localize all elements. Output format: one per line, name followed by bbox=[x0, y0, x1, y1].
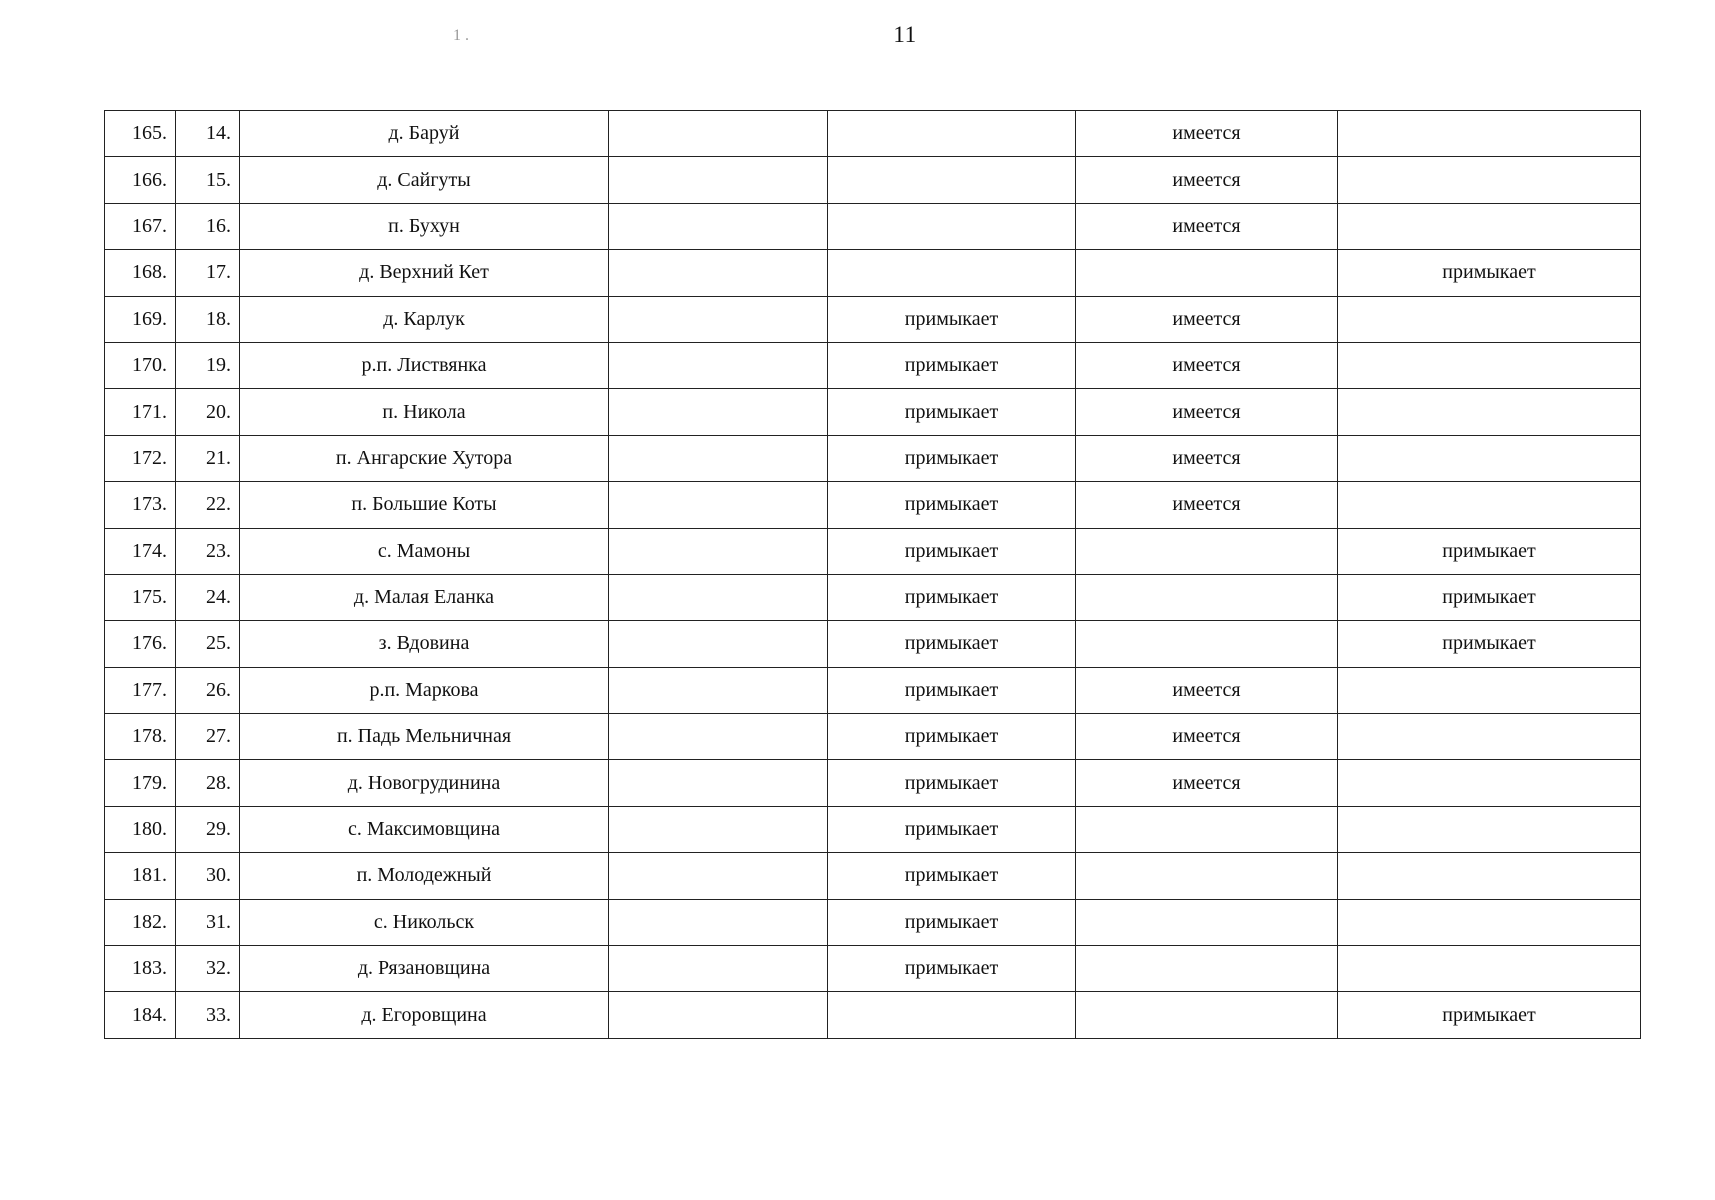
column-b-cell: примыкает bbox=[828, 574, 1076, 620]
column-a-cell bbox=[609, 806, 828, 852]
table-row bbox=[105, 203, 1641, 249]
column-c-cell: имеется bbox=[1076, 157, 1338, 203]
scan-artifact: 1 . bbox=[453, 27, 469, 44]
table-row bbox=[105, 667, 1641, 713]
column-d-cell: примыкает bbox=[1338, 250, 1641, 296]
row-local-number: 18. bbox=[176, 296, 240, 342]
column-a-cell bbox=[609, 667, 828, 713]
row-global-number: 173. bbox=[105, 482, 176, 528]
row-local-number: 30. bbox=[176, 853, 240, 899]
settlement-name: д. Рязановщина bbox=[240, 946, 609, 992]
row-local-number: 23. bbox=[176, 528, 240, 574]
column-b-cell: примыкает bbox=[828, 482, 1076, 528]
row-local-number: 19. bbox=[176, 342, 240, 388]
column-b-cell bbox=[828, 111, 1076, 157]
column-a-cell bbox=[609, 389, 828, 435]
column-c-cell: имеется bbox=[1076, 342, 1338, 388]
row-local-number: 27. bbox=[176, 714, 240, 760]
column-c-cell: имеется bbox=[1076, 203, 1338, 249]
row-global-number: 175. bbox=[105, 574, 176, 620]
row-global-number: 168. bbox=[105, 250, 176, 296]
column-d-cell: примыкает bbox=[1338, 621, 1641, 667]
column-c-cell bbox=[1076, 992, 1338, 1038]
column-d-cell: примыкает bbox=[1338, 992, 1641, 1038]
column-c-cell bbox=[1076, 946, 1338, 992]
column-b-cell bbox=[828, 250, 1076, 296]
row-global-number: 181. bbox=[105, 853, 176, 899]
column-d-cell bbox=[1338, 157, 1641, 203]
column-d-cell bbox=[1338, 899, 1641, 945]
table-row bbox=[105, 714, 1641, 760]
table-row bbox=[105, 528, 1641, 574]
column-d-cell bbox=[1338, 946, 1641, 992]
row-global-number: 179. bbox=[105, 760, 176, 806]
row-local-number: 15. bbox=[176, 157, 240, 203]
column-d-cell bbox=[1338, 435, 1641, 481]
row-local-number: 21. bbox=[176, 435, 240, 481]
settlement-name: п. Бухун bbox=[240, 203, 609, 249]
table-row bbox=[105, 296, 1641, 342]
settlement-name: р.п. Листвянка bbox=[240, 342, 609, 388]
column-d-cell: примыкает bbox=[1338, 528, 1641, 574]
column-d-cell bbox=[1338, 203, 1641, 249]
column-d-cell bbox=[1338, 760, 1641, 806]
settlement-name: д. Карлук bbox=[240, 296, 609, 342]
column-a-cell bbox=[609, 760, 828, 806]
settlement-name: п. Большие Коты bbox=[240, 482, 609, 528]
column-b-cell: примыкает bbox=[828, 714, 1076, 760]
column-c-cell: имеется bbox=[1076, 714, 1338, 760]
column-c-cell bbox=[1076, 806, 1338, 852]
table-row bbox=[105, 760, 1641, 806]
column-b-cell: примыкает bbox=[828, 899, 1076, 945]
column-d-cell bbox=[1338, 111, 1641, 157]
column-a-cell bbox=[609, 621, 828, 667]
column-b-cell: примыкает bbox=[828, 528, 1076, 574]
table-row bbox=[105, 992, 1641, 1038]
table-row bbox=[105, 389, 1641, 435]
row-global-number: 165. bbox=[105, 111, 176, 157]
row-local-number: 14. bbox=[176, 111, 240, 157]
settlements-table bbox=[104, 110, 1641, 1039]
row-local-number: 20. bbox=[176, 389, 240, 435]
column-b-cell: примыкает bbox=[828, 667, 1076, 713]
column-b-cell: примыкает bbox=[828, 296, 1076, 342]
settlement-name: с. Максимовщина bbox=[240, 806, 609, 852]
row-local-number: 26. bbox=[176, 667, 240, 713]
settlement-name: д. Егоровщина bbox=[240, 992, 609, 1038]
row-global-number: 169. bbox=[105, 296, 176, 342]
settlement-name: д. Сайгуты bbox=[240, 157, 609, 203]
table-row bbox=[105, 157, 1641, 203]
row-local-number: 28. bbox=[176, 760, 240, 806]
row-local-number: 22. bbox=[176, 482, 240, 528]
row-global-number: 174. bbox=[105, 528, 176, 574]
column-a-cell bbox=[609, 482, 828, 528]
table-row bbox=[105, 111, 1641, 157]
row-local-number: 16. bbox=[176, 203, 240, 249]
table-row bbox=[105, 946, 1641, 992]
column-c-cell: имеется bbox=[1076, 667, 1338, 713]
column-a-cell bbox=[609, 899, 828, 945]
row-local-number: 32. bbox=[176, 946, 240, 992]
column-d-cell bbox=[1338, 296, 1641, 342]
column-b-cell: примыкает bbox=[828, 806, 1076, 852]
row-global-number: 176. bbox=[105, 621, 176, 667]
row-local-number: 31. bbox=[176, 899, 240, 945]
column-d-cell bbox=[1338, 342, 1641, 388]
column-a-cell bbox=[609, 435, 828, 481]
column-a-cell bbox=[609, 574, 828, 620]
column-b-cell: примыкает bbox=[828, 760, 1076, 806]
row-global-number: 180. bbox=[105, 806, 176, 852]
column-a-cell bbox=[609, 342, 828, 388]
column-b-cell bbox=[828, 157, 1076, 203]
settlement-name: с. Мамоны bbox=[240, 528, 609, 574]
column-d-cell bbox=[1338, 714, 1641, 760]
column-b-cell bbox=[828, 992, 1076, 1038]
row-global-number: 177. bbox=[105, 667, 176, 713]
table-row bbox=[105, 899, 1641, 945]
row-global-number: 167. bbox=[105, 203, 176, 249]
row-global-number: 170. bbox=[105, 342, 176, 388]
column-c-cell bbox=[1076, 574, 1338, 620]
settlement-name: д. Малая Еланка bbox=[240, 574, 609, 620]
column-b-cell: примыкает bbox=[828, 621, 1076, 667]
row-local-number: 33. bbox=[176, 992, 240, 1038]
column-b-cell: примыкает bbox=[828, 435, 1076, 481]
column-c-cell: имеется bbox=[1076, 111, 1338, 157]
settlement-name: з. Вдовина bbox=[240, 621, 609, 667]
column-d-cell: примыкает bbox=[1338, 574, 1641, 620]
column-a-cell bbox=[609, 992, 828, 1038]
settlement-name: д. Баруй bbox=[240, 111, 609, 157]
column-a-cell bbox=[609, 296, 828, 342]
settlement-name: п. Падь Мельничная bbox=[240, 714, 609, 760]
column-c-cell: имеется bbox=[1076, 760, 1338, 806]
column-a-cell bbox=[609, 111, 828, 157]
column-b-cell: примыкает bbox=[828, 946, 1076, 992]
column-c-cell bbox=[1076, 899, 1338, 945]
settlement-name: д. Новогрудинина bbox=[240, 760, 609, 806]
column-b-cell bbox=[828, 203, 1076, 249]
column-b-cell: примыкает bbox=[828, 853, 1076, 899]
column-c-cell: имеется bbox=[1076, 435, 1338, 481]
row-local-number: 17. bbox=[176, 250, 240, 296]
column-d-cell bbox=[1338, 482, 1641, 528]
table-row bbox=[105, 342, 1641, 388]
column-d-cell bbox=[1338, 389, 1641, 435]
column-a-cell bbox=[609, 250, 828, 296]
column-a-cell bbox=[609, 203, 828, 249]
column-d-cell bbox=[1338, 806, 1641, 852]
column-a-cell bbox=[609, 528, 828, 574]
page-number: 11 bbox=[893, 22, 917, 47]
column-c-cell bbox=[1076, 528, 1338, 574]
row-local-number: 24. bbox=[176, 574, 240, 620]
row-global-number: 184. bbox=[105, 992, 176, 1038]
table-row bbox=[105, 435, 1641, 481]
column-c-cell: имеется bbox=[1076, 482, 1338, 528]
row-global-number: 178. bbox=[105, 714, 176, 760]
column-b-cell: примыкает bbox=[828, 342, 1076, 388]
row-global-number: 166. bbox=[105, 157, 176, 203]
column-d-cell bbox=[1338, 853, 1641, 899]
settlement-name: п. Молодежный bbox=[240, 853, 609, 899]
row-global-number: 183. bbox=[105, 946, 176, 992]
row-local-number: 29. bbox=[176, 806, 240, 852]
column-c-cell bbox=[1076, 621, 1338, 667]
column-b-cell: примыкает bbox=[828, 389, 1076, 435]
settlement-name: п. Ангарские Хутора bbox=[240, 435, 609, 481]
column-a-cell bbox=[609, 853, 828, 899]
table-row bbox=[105, 806, 1641, 852]
table-body bbox=[105, 111, 1641, 1039]
table-row bbox=[105, 621, 1641, 667]
table-row bbox=[105, 250, 1641, 296]
column-c-cell bbox=[1076, 853, 1338, 899]
column-a-cell bbox=[609, 714, 828, 760]
row-global-number: 182. bbox=[105, 899, 176, 945]
row-local-number: 25. bbox=[176, 621, 240, 667]
settlement-name: п. Никола bbox=[240, 389, 609, 435]
row-global-number: 171. bbox=[105, 389, 176, 435]
settlement-name: р.п. Маркова bbox=[240, 667, 609, 713]
row-global-number: 172. bbox=[105, 435, 176, 481]
column-a-cell bbox=[609, 157, 828, 203]
column-a-cell bbox=[609, 946, 828, 992]
table-row bbox=[105, 574, 1641, 620]
column-c-cell: имеется bbox=[1076, 389, 1338, 435]
column-c-cell bbox=[1076, 250, 1338, 296]
table-row bbox=[105, 482, 1641, 528]
column-c-cell: имеется bbox=[1076, 296, 1338, 342]
table-row bbox=[105, 853, 1641, 899]
settlement-name: д. Верхний Кет bbox=[240, 250, 609, 296]
settlement-name: с. Никольск bbox=[240, 899, 609, 945]
column-d-cell bbox=[1338, 667, 1641, 713]
